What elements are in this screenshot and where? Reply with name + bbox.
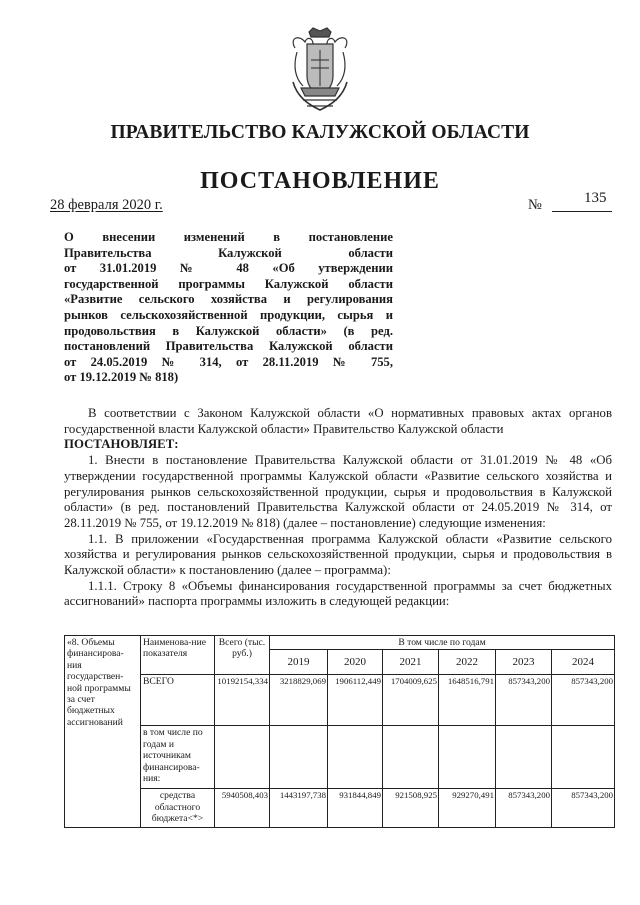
row-name: в том числе по годам и источникам финансирова-ния: (141, 726, 215, 789)
cell-value (552, 726, 615, 789)
cell-total: 5940508,403 (215, 789, 270, 828)
cell-value: 857343,200 (552, 789, 615, 828)
cell-value (328, 726, 383, 789)
subject-line: О внесении изменений в постановление (64, 230, 393, 244)
cell-value: 921508,925 (383, 789, 439, 828)
subject-line: от 19.12.2019 № 818) (64, 370, 179, 385)
cell-total (215, 726, 270, 789)
cell-value (439, 726, 496, 789)
cell-value: 929270,491 (439, 789, 496, 828)
cell-value: 1906112,449 (328, 675, 383, 726)
number-underline (552, 211, 612, 212)
number-label: № (528, 197, 542, 213)
coat-of-arms-emblem-icon (287, 26, 353, 112)
cell-value: 857343,200 (496, 789, 552, 828)
year-header: 2020 (328, 650, 383, 675)
cell-value: 1648516,791 (439, 675, 496, 726)
subject-line: «Развитие сельского хозяйства и регулирования (64, 292, 393, 307)
intro-paragraph: В соответствии с Законом Калужской области «О нормативных правовых актах органов государственной власти Калужской области» Правительство Калужской области (64, 406, 612, 436)
cell-total: 10192154,334 (215, 675, 270, 726)
cell-value: 931844,849 (328, 789, 383, 828)
column-header-years: В том числе по годам (270, 636, 615, 650)
subject-line: от 31.01.2019 № 48 «Об утверждении (64, 261, 393, 276)
document-date: 28 февраля 2020 г. (50, 197, 163, 213)
subject-line: от 24.05.2019 № 314, от 28.11.2019 № 755, (64, 354, 393, 369)
column-header-name: Наименова-ние показателя (141, 636, 215, 675)
paragraph-1: 1. Внести в постановление Правительства Калужской области от 31.01.2019 № 48 «Об утверждении государственной программы Калужской области «Развитие сельского хозяйства и регулирования рынков сельскохозяйственной продукции, сырья и продовольствия в Калужской области» (в ред. постановлений Правительства Калужской области от 24.05.2019 № 314, от 28.11.2019 № 755, от 19.12.2019 № 818) (далее – постановление) следующие изменения: (64, 453, 612, 530)
resolves-heading: ПОСТАНОВЛЯЕТ: (64, 437, 179, 452)
paragraph-1-1: 1.1. В приложении «Государственная программа Калужской области «Развитие сельского хозяйства и регулирования рынков сельскохозяйственной продукции, сырья и продовольствия в Калужской области» к постановлению (далее – программа): (64, 531, 612, 578)
subject-line: постановлений Правительства Калужской области (64, 339, 393, 354)
cell-value (270, 726, 328, 789)
row-name: ВСЕГО (141, 675, 215, 726)
paragraph-1-1-1: 1.1.1. Строку 8 «Объемы финансирования государственной программы за счет бюджетных ассигнований» паспорта программы изложить в следующей редакции: (64, 578, 612, 609)
cell-value (383, 726, 439, 789)
table-row (65, 675, 615, 726)
cell-value: 1704009,625 (383, 675, 439, 726)
document-number: 135 (584, 190, 607, 206)
subject-line: рынков сельскохозяйственной продукции, сырья и (64, 307, 393, 322)
subject-line: продовольствия в Калужской области» (в ред. (64, 323, 393, 338)
year-header: 2024 (552, 650, 615, 675)
subject-line: Правительства Калужской области (64, 245, 393, 260)
year-header: 2019 (270, 650, 328, 675)
table-header-row (65, 636, 615, 650)
subject-line: государственной программы Калужской области (64, 276, 393, 291)
table-row (65, 726, 615, 789)
column-header-total: Всего (тыс. руб.) (215, 636, 270, 675)
document-body (64, 406, 612, 610)
organization-title: ПРАВИТЕЛЬСТВО КАЛУЖСКОЙ ОБЛАСТИ (110, 122, 530, 143)
financing-table (64, 635, 615, 828)
document-type-title: ПОСТАНОВЛЕНИЕ (200, 168, 440, 194)
cell-value: 1443197,738 (270, 789, 328, 828)
row-label-cell: «8. Объемы финансирова-ния государствен-ной программы за счет бюджетных ассигнований (65, 636, 141, 828)
row-name: средства областного бюджета<*> (141, 789, 215, 828)
year-header: 2021 (383, 650, 439, 675)
cell-value: 857343,200 (552, 675, 615, 726)
year-header: 2023 (496, 650, 552, 675)
cell-value (496, 726, 552, 789)
cell-value: 857343,200 (496, 675, 552, 726)
cell-value: 3218829,069 (270, 675, 328, 726)
year-header: 2022 (439, 650, 496, 675)
table-row (65, 789, 615, 828)
document-subject (64, 230, 393, 386)
